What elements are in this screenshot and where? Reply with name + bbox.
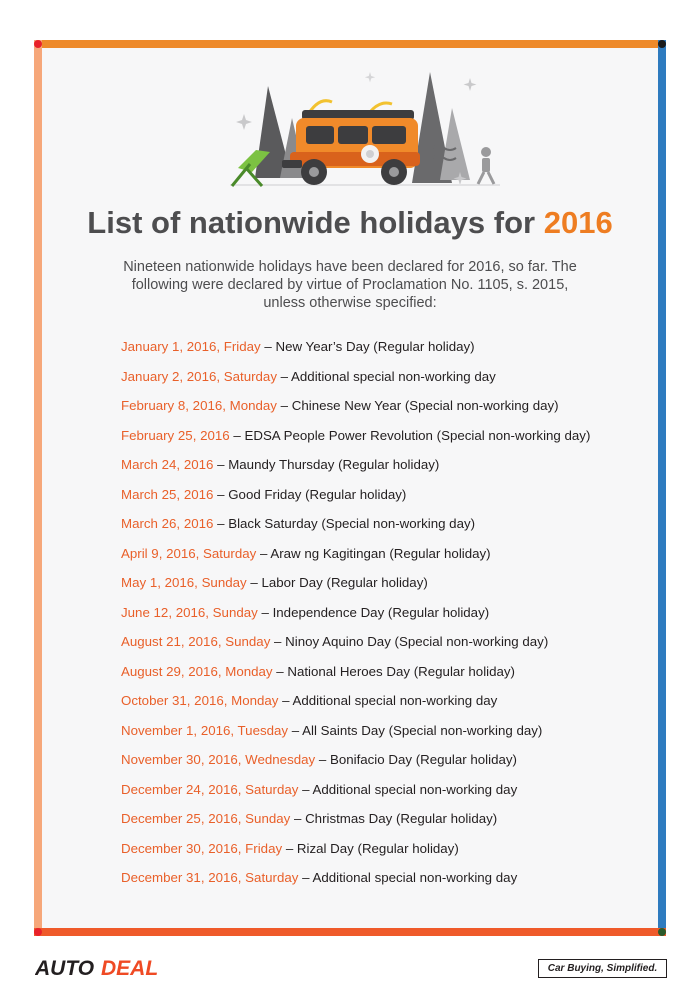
separator: – (288, 722, 303, 738)
holiday-description: New Year’s Day (Regular holiday) (275, 339, 475, 354)
separator: – (213, 486, 229, 502)
separator: – (315, 752, 330, 767)
separator: – (282, 840, 297, 856)
sparkle-icon (365, 72, 375, 82)
separator: – (276, 368, 292, 384)
list-item (121, 693, 641, 723)
list-item (121, 487, 641, 517)
list-item (121, 605, 641, 635)
list-item (121, 575, 641, 605)
title-year: 2016 (543, 205, 613, 240)
holiday-date: February 25, 2016 (121, 427, 230, 443)
holiday-description: Black Saturday (Special non-working day) (228, 516, 476, 531)
logo-auto: AUTO (35, 957, 95, 979)
sparkle-icon (236, 114, 252, 130)
separator: – (256, 545, 271, 561)
holiday-date: August 21, 2016, Sunday (121, 634, 271, 649)
holiday-description: National Heroes Day (Regular holiday) (287, 663, 515, 679)
separator: – (260, 339, 276, 354)
holiday-date: February 8, 2016, Monday (121, 398, 277, 413)
holiday-date: November 30, 2016, Wednesday (121, 752, 316, 767)
page-title (0, 205, 700, 241)
holiday-date: April 9, 2016, Saturday (121, 545, 257, 561)
holiday-date: December 25, 2016, Sunday (121, 811, 291, 826)
list-item (121, 428, 641, 458)
holiday-description: Additional special non-working day (312, 870, 518, 885)
title-text: List of nationwide holidays for (87, 205, 536, 240)
holiday-date: March 24, 2016 (121, 457, 214, 472)
list-item (121, 457, 641, 487)
holiday-description: Good Friday (Regular holiday) (228, 486, 407, 502)
holiday-date: March 26, 2016 (121, 516, 214, 531)
separator: – (276, 398, 292, 413)
border-right (658, 40, 666, 934)
holiday-description: Additional special non-working day (291, 368, 496, 384)
holiday-description: All Saints Day (Special non-working day) (302, 722, 543, 738)
jeepney-icon (282, 101, 420, 185)
holiday-description: EDSA People Power Revolution (Special non-working day) (244, 427, 591, 443)
pine-tree-icon (440, 108, 470, 180)
holiday-date: June 12, 2016, Sunday (121, 604, 258, 620)
holiday-description: Labor Day (Regular holiday) (261, 575, 428, 590)
corner-dot (34, 928, 42, 936)
corner-dot (34, 40, 42, 48)
holiday-description: Additional special non-working day (312, 781, 518, 797)
holiday-date: January 1, 2016, Friday (121, 339, 261, 354)
holiday-description: Ninoy Aquino Day (Special non-working day) (285, 634, 549, 649)
separator: – (246, 575, 262, 590)
holiday-date: May 1, 2016, Sunday (121, 575, 247, 590)
separator: – (257, 604, 273, 620)
separator: – (298, 870, 313, 885)
list-item (121, 398, 641, 428)
border-top (34, 40, 666, 48)
corner-dot (658, 928, 666, 936)
logo-deal: DEAL (101, 957, 159, 979)
holiday-description: Araw ng Kagitingan (Regular holiday) (270, 545, 491, 561)
holiday-date: January 2, 2016, Saturday (121, 368, 277, 384)
list-item (121, 339, 641, 369)
holiday-description: Independence Day (Regular holiday) (272, 604, 490, 620)
holiday-list (121, 339, 641, 900)
jeepney-illustration (220, 68, 510, 193)
list-item (121, 870, 641, 900)
separator: – (272, 663, 288, 679)
holiday-date: November 1, 2016, Tuesday (121, 722, 289, 738)
holiday-date: August 29, 2016, Monday (121, 663, 273, 679)
holiday-description: Christmas Day (Regular holiday) (305, 811, 498, 826)
list-item (121, 841, 641, 871)
corner-dot (658, 40, 666, 48)
holiday-description: Rizal Day (Regular holiday) (296, 840, 459, 856)
list-item (121, 782, 641, 812)
list-item (121, 546, 641, 576)
holiday-date: December 30, 2016, Friday (121, 840, 283, 856)
separator: – (290, 811, 306, 826)
holiday-description: Chinese New Year (Special non-working day) (291, 398, 559, 413)
sparkle-icon (464, 78, 477, 91)
holiday-description: Maundy Thursday (Regular holiday) (228, 457, 440, 472)
intro-text: Nineteen nationwide holidays have been declared for 2016, so far. The following were declared by virtue of Proclamation No. 1105, s. 2015, unless otherwise specified: (123, 259, 577, 311)
list-item (121, 752, 641, 782)
separator: – (298, 781, 313, 797)
list-item (121, 516, 641, 546)
holiday-date: December 24, 2016, Saturday (121, 781, 299, 797)
list-item (121, 664, 641, 694)
autodeal-logo (35, 955, 185, 979)
list-item (121, 723, 641, 753)
holiday-description: Additional special non-working day (292, 693, 498, 708)
separator: – (213, 516, 229, 531)
tagline-badge: Car Buying, Simplified. (538, 959, 667, 978)
holiday-date: March 25, 2016 (121, 486, 214, 502)
list-item (121, 811, 641, 841)
hiker-icon (478, 147, 494, 184)
holiday-date: October 31, 2016, Monday (121, 693, 279, 708)
separator: – (229, 427, 245, 443)
separator: – (278, 693, 293, 708)
holiday-date: December 31, 2016, Saturday (121, 870, 299, 885)
separator: – (213, 457, 229, 472)
list-item (121, 634, 641, 664)
list-item (121, 369, 641, 399)
holiday-description: Bonifacio Day (Regular holiday) (329, 752, 517, 767)
border-bottom (34, 928, 666, 936)
border-left (34, 40, 42, 934)
separator: – (270, 634, 286, 649)
